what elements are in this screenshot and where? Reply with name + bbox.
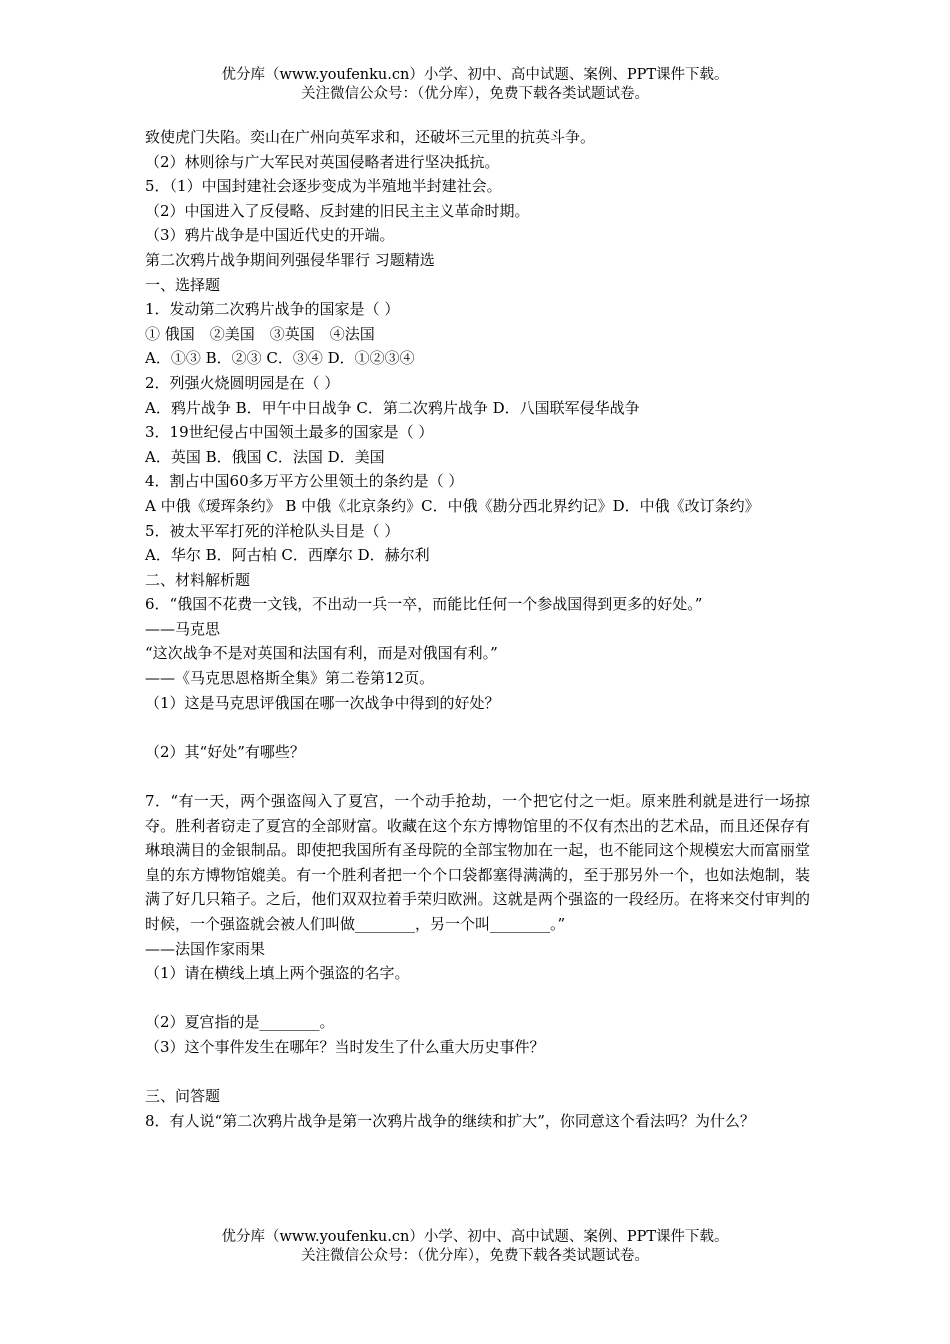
footer-line-2: 关注微信公众号：（优分库），免费下载各类试题试卷。: [301, 1248, 649, 1264]
question-7-part-2: （2）夏宫指的是________。: [145, 1013, 335, 1032]
page-header: [0, 66, 950, 104]
header-line-1: 优分库（www.youfenku.cn）小学、初中、高中试题、案例、PPT课件下载。: [221, 67, 729, 83]
text-line: （2）林则徐与广大军民对英国侵略者进行坚决抵抗。: [145, 152, 500, 171]
question-7-part-1: （1）请在横线上填上两个强盗的名字。: [145, 964, 410, 983]
question-6-part-2: （2）其“好处”有哪些？: [145, 742, 305, 761]
blank-line: [145, 986, 810, 1011]
question-4-options: A 中俄《瑷珲条约》 B 中俄《北京条约》C．中俄《勘分西北界约记》D．中俄《改订条约》: [145, 496, 760, 515]
question-7-part-3: （3）这个事件发生在哪年？当时发生了什么重大历史事件？: [145, 1037, 545, 1056]
text-line: 致使虎门失陷。奕山在广州向英军求和，还破坏三元里的抗英斗争。: [145, 128, 596, 146]
question-3-options: A．英国 B．俄国 C．法国 D．美国: [145, 447, 385, 466]
section-heading-choice: 一、选择题: [145, 275, 221, 294]
section-heading-qa: 三、问答题: [145, 1087, 221, 1106]
footer-line-1: 优分库（www.youfenku.cn）小学、初中、高中试题、案例、PPT课件下载。: [221, 1229, 729, 1245]
quote-source: ——马克思: [145, 619, 221, 638]
text-line: （3）鸦片战争是中国近代史的开端。: [145, 226, 395, 245]
document-body: [145, 125, 810, 1133]
question-4: 4．割占中国60多万平方公里领土的条约是（ ）: [145, 472, 464, 491]
question-5-options: A．华尔 B．阿古柏 C．西摩尔 D．赫尔利: [145, 546, 430, 565]
quote-source: ——法国作家雨果: [145, 939, 266, 958]
section-heading-material: 二、材料解析题: [145, 570, 251, 589]
question-2: 2．列强火烧圆明园是在（ ）: [145, 373, 340, 392]
question-3: 3．19世纪侵占中国领土最多的国家是（ ）: [145, 423, 434, 442]
text-line: 5．（1）中国封建社会逐步变成为半殖地半封建社会。: [145, 177, 502, 196]
question-8: 8．有人说“第二次鸦片战争是第一次鸦片战争的继续和扩大”，你同意这个看法吗？为什么？: [145, 1111, 755, 1130]
section-title: 第二次鸦片战争期间列强侵华罪行 习题精选: [145, 250, 435, 269]
question-5: 5．被太平军打死的洋枪队头目是（ ）: [145, 521, 400, 540]
question-2-options: A．鸦片战争 B．甲午中日战争 C．第二次鸦片战争 D．八国联军侵华战争: [145, 398, 640, 417]
header-line-2: 关注微信公众号：（优分库），免费下载各类试题试卷。: [301, 86, 649, 102]
question-6-quote-2: “这次战争不是对英国和法国有利，而是对俄国有利。”: [145, 644, 498, 663]
question-6-part-1: （1）这是马克思评俄国在哪一次战争中得到的好处？: [145, 693, 500, 712]
question-1-options: A．①③ B．②③ C．③④ D．①②③④: [145, 349, 415, 368]
text-line: （2）中国进入了反侵略、反封建的旧民主主义革命时期。: [145, 201, 530, 220]
question-7-passage: 7．“有一天，两个强盗闯入了夏宫，一个动手抢劫，一个把它付之一炬。原来胜利就是进行一场掠夺。胜利者窃走了夏宫的全部财富。收藏在这个东方博物馆里的不仅有杰出的艺术品，而且还保存有琳琅满目的金银制品。即使把我国所有圣母院的全部宝物加在一起，也不能同这个规模宏大而富丽堂皇的东方博物馆媲美。有一个胜利者把一个个口袋都塞得满满的，至于那另外一个，也如法炮制，装满了好几只箱子。之后，他们双双拉着手荣归欧洲。这就是两个强盗的一段经历。在将来交付审判的时候，一个强盗就会被人们叫做________，另一个叫________。”: [145, 792, 810, 933]
question-6-quote-1: 6．“俄国不花费一文钱，不出动一兵一卒，而能比任何一个参战国得到更多的好处。”: [145, 595, 703, 614]
quote-source: ——《马克思恩格斯全集》第二卷第12页。: [145, 669, 435, 688]
blank-line: [145, 764, 810, 789]
blank-line: [145, 1060, 810, 1085]
question-1: 1．发动第二次鸦片战争的国家是（ ）: [145, 300, 400, 319]
question-1-items: ① 俄国 ②美国 ③英国 ④法国: [145, 324, 375, 343]
page-footer: [0, 1228, 950, 1266]
blank-line: [145, 715, 810, 740]
